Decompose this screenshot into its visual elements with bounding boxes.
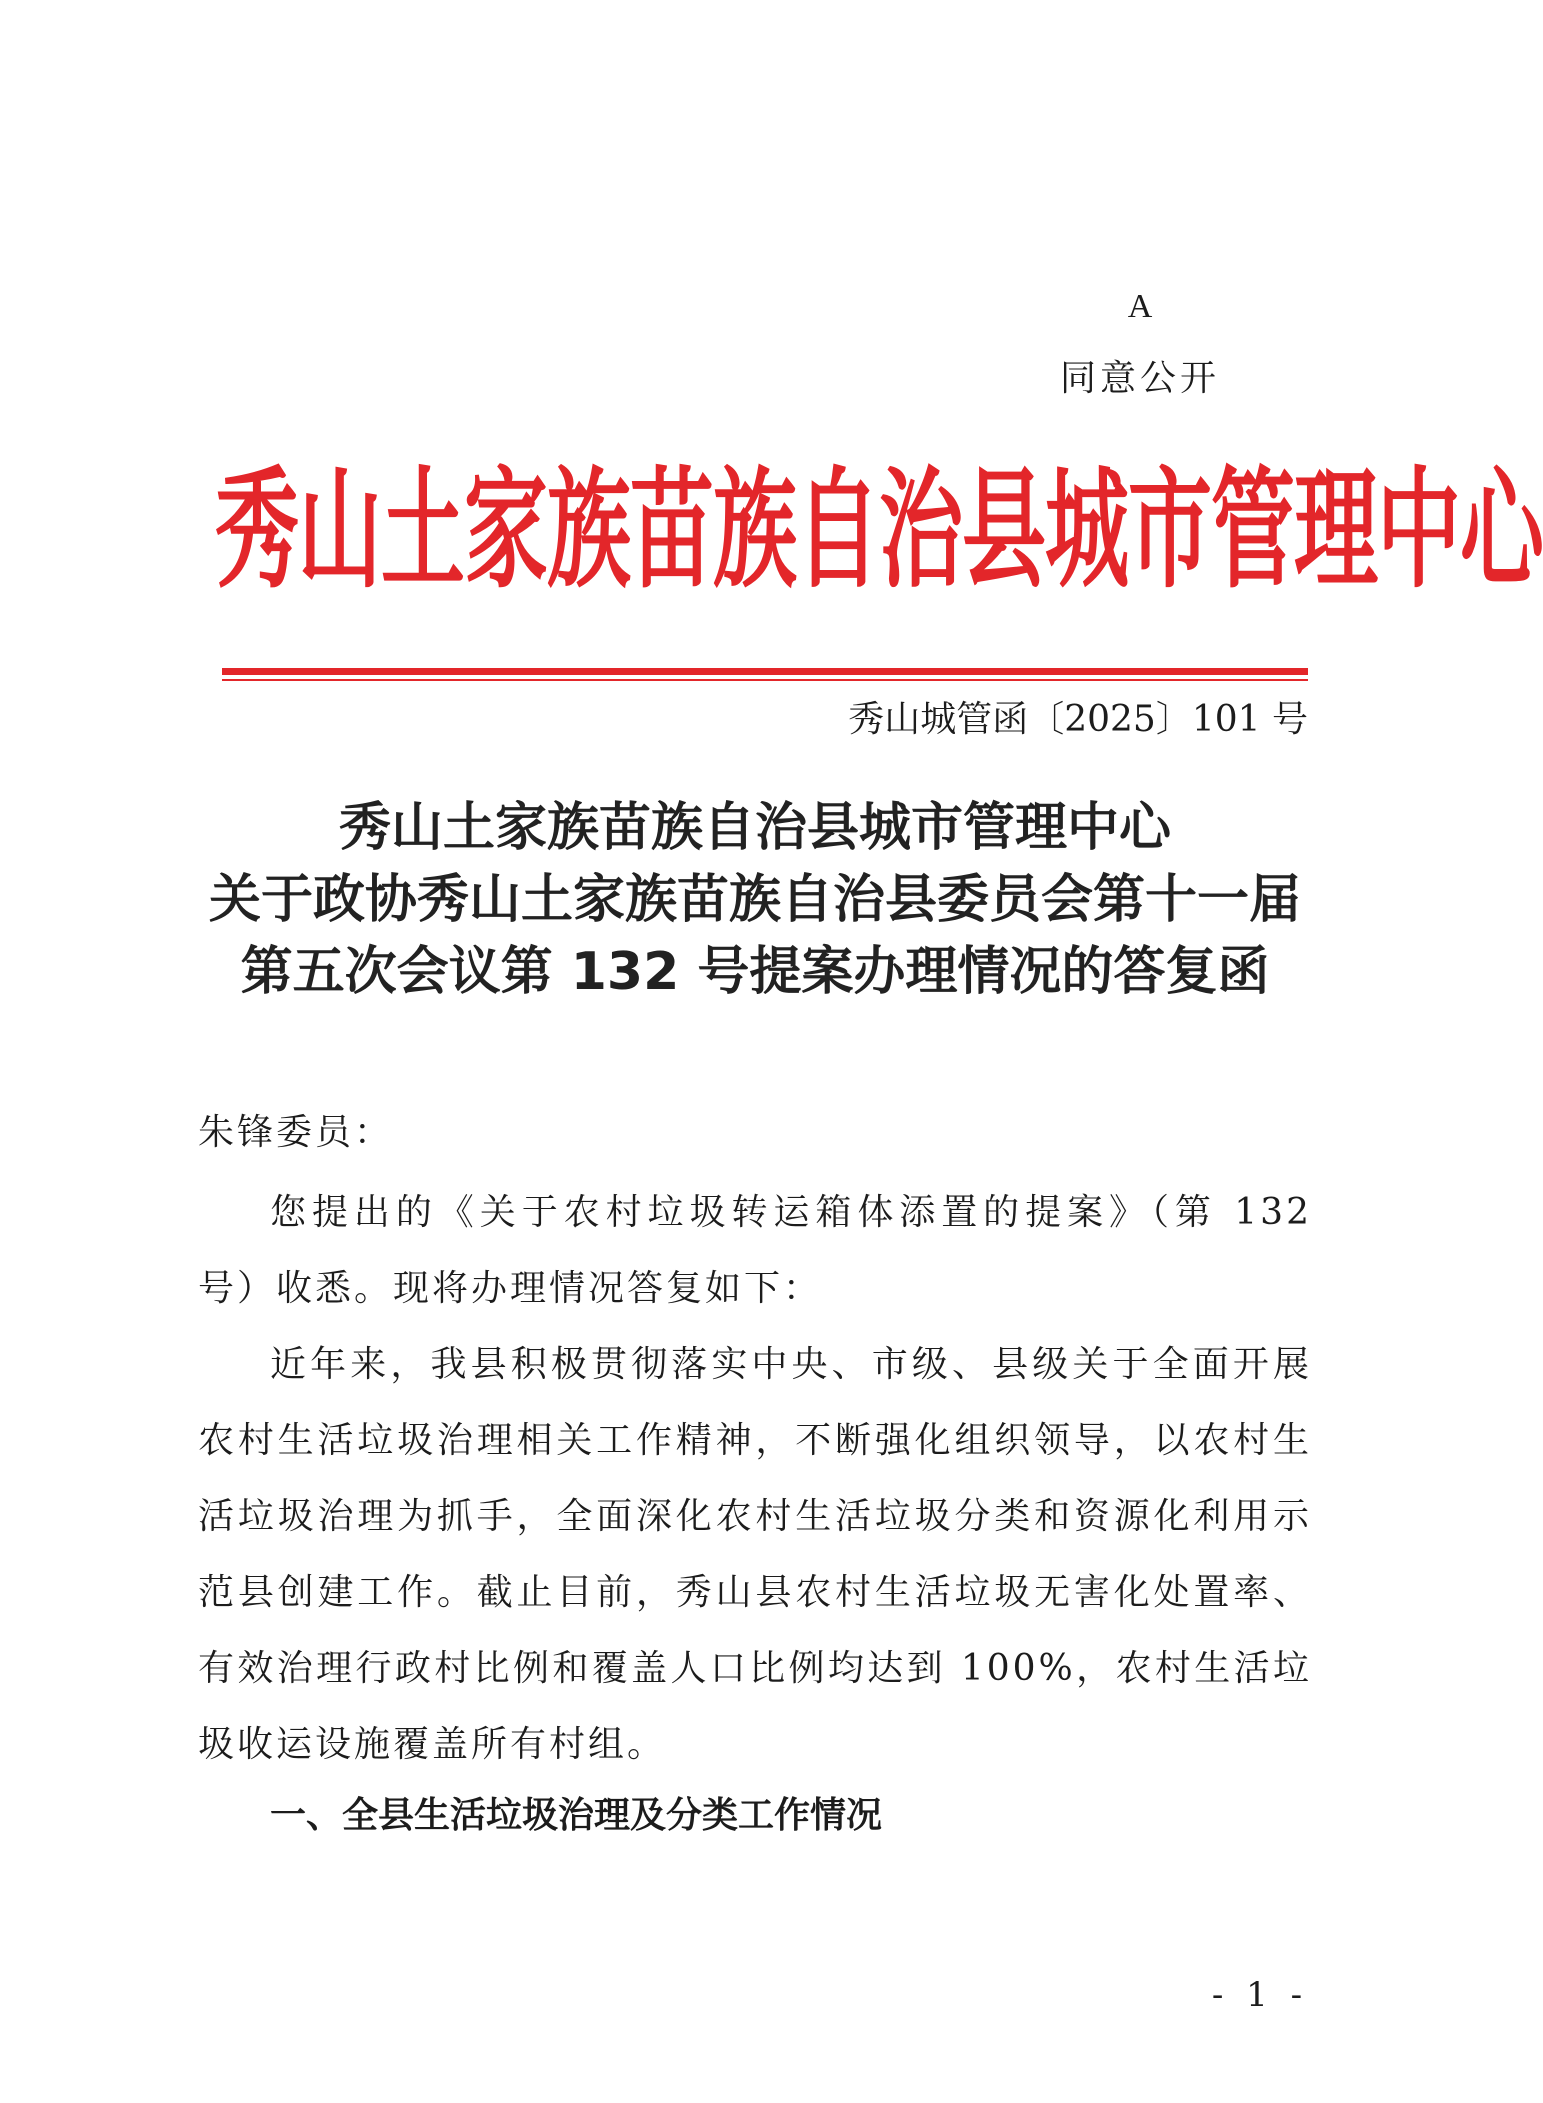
body-paragraph-1: 您提出的《关于农村垃圾转运箱体添置的提案》（第 132 号）收悉。现将办理情况答复如下： xyxy=(198,1192,1312,1309)
title-line-3: 第五次会议第 132 号提案办理情况的答复函 xyxy=(240,942,1270,1002)
page-number: - 1 - xyxy=(1211,1975,1309,2015)
title-line-1: 秀山土家族苗族自治县城市管理中心 xyxy=(338,798,1171,858)
letterhead-rule-thick xyxy=(222,668,1308,675)
title-line-2: 关于政协秀山土家族苗族自治县委员会第十一届 xyxy=(208,870,1301,930)
grade-mark: A xyxy=(1127,288,1153,325)
letterhead xyxy=(215,430,1543,630)
document-title xyxy=(200,792,1310,1008)
body-paragraph-2: 近年来，我县积极贯彻落实中央、市级、县级关于全面开展农村生活垃圾治理相关工作精神，不断强化组织领导，以农村生活垃圾治理为抓手，全面深化农村生活垃圾分类和资源化利用示范县创建工作。截止目前，秀山县农村生活垃圾无害化处置率、有效治理行政村比例和覆盖人口比例均达到 100%，农村生活垃圾收运设施覆盖所有村组。 xyxy=(198,1344,1312,1765)
salutation: 朱锋委员： xyxy=(198,1112,394,1153)
section-heading-1: 一、全县生活垃圾治理及分类工作情况 xyxy=(270,1795,883,1836)
disclosure-note: 同意公开 xyxy=(1059,358,1220,399)
document-number: 秀山城管函〔2025〕101 号 xyxy=(848,699,1308,740)
letterhead-rule-thin xyxy=(222,679,1308,681)
letterhead-org-name: 秀山土家族苗族自治县城市管理中心 xyxy=(215,454,1543,606)
